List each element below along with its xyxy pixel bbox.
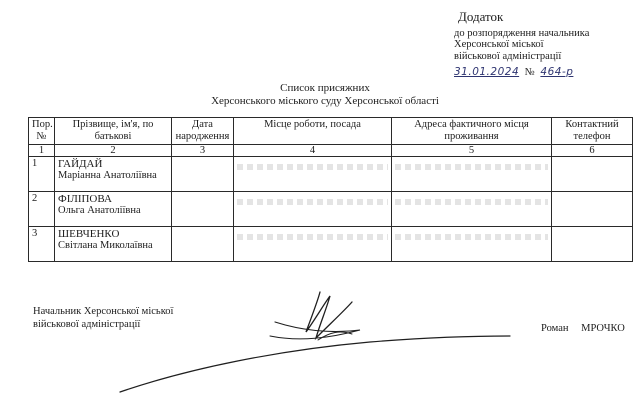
juror-given-names: Ольга Анатоліївна — [58, 204, 141, 216]
row-number: 2 — [29, 191, 55, 226]
handwritten-date: 31.01.2024 — [454, 65, 520, 78]
column-number: 3 — [172, 144, 234, 156]
header-number: Пор. № — [29, 118, 55, 145]
signatory-position-line-2: військової адміністрації — [33, 318, 141, 330]
header-birth-date: Дата народження — [172, 118, 234, 145]
column-number: 1 — [29, 144, 55, 156]
header-workplace: Місце роботи, посада — [234, 118, 392, 145]
row-number: 1 — [29, 156, 55, 191]
appendix-title: Додаток — [458, 9, 504, 24]
column-number: 6 — [552, 144, 633, 156]
signatory-last-name: МРОЧКО — [581, 323, 625, 334]
row-number: 3 — [29, 226, 55, 261]
juror-given-names: Маріанна Анатоліївна — [58, 169, 157, 181]
juror-surname: ФІЛІПОВА — [58, 192, 112, 205]
column-number: 4 — [234, 144, 392, 156]
juror-given-names: Світлана Миколаївна — [58, 239, 153, 251]
list-heading-line-1: Список присяжних — [280, 82, 370, 94]
signatory-position-line-1: Начальник Херсонської міської — [33, 306, 174, 317]
column-number: 2 — [55, 144, 172, 156]
header-address: Адреса фактичного місця проживання — [392, 118, 552, 145]
header-full-name: Прізвище, ім'я, по батькові — [55, 118, 172, 145]
signatory-first-name: Роман — [541, 323, 569, 334]
appendix-line-3: військової адміністрації — [454, 51, 562, 63]
juror-surname: ШЕВЧЕНКО — [58, 227, 120, 240]
appendix-line-2: Херсонської міської — [454, 39, 544, 51]
number-sign: № — [524, 66, 535, 78]
header-phone: Контактний телефон — [552, 118, 633, 145]
handwritten-number: 464-р — [540, 65, 574, 78]
appendix-line-1: до розпорядження начальника — [454, 27, 590, 39]
juror-surname: ГАЙДАЙ — [58, 157, 103, 170]
list-heading-line-2: Херсонського міського суду Херсонської області — [211, 94, 439, 107]
column-number: 5 — [392, 144, 552, 156]
